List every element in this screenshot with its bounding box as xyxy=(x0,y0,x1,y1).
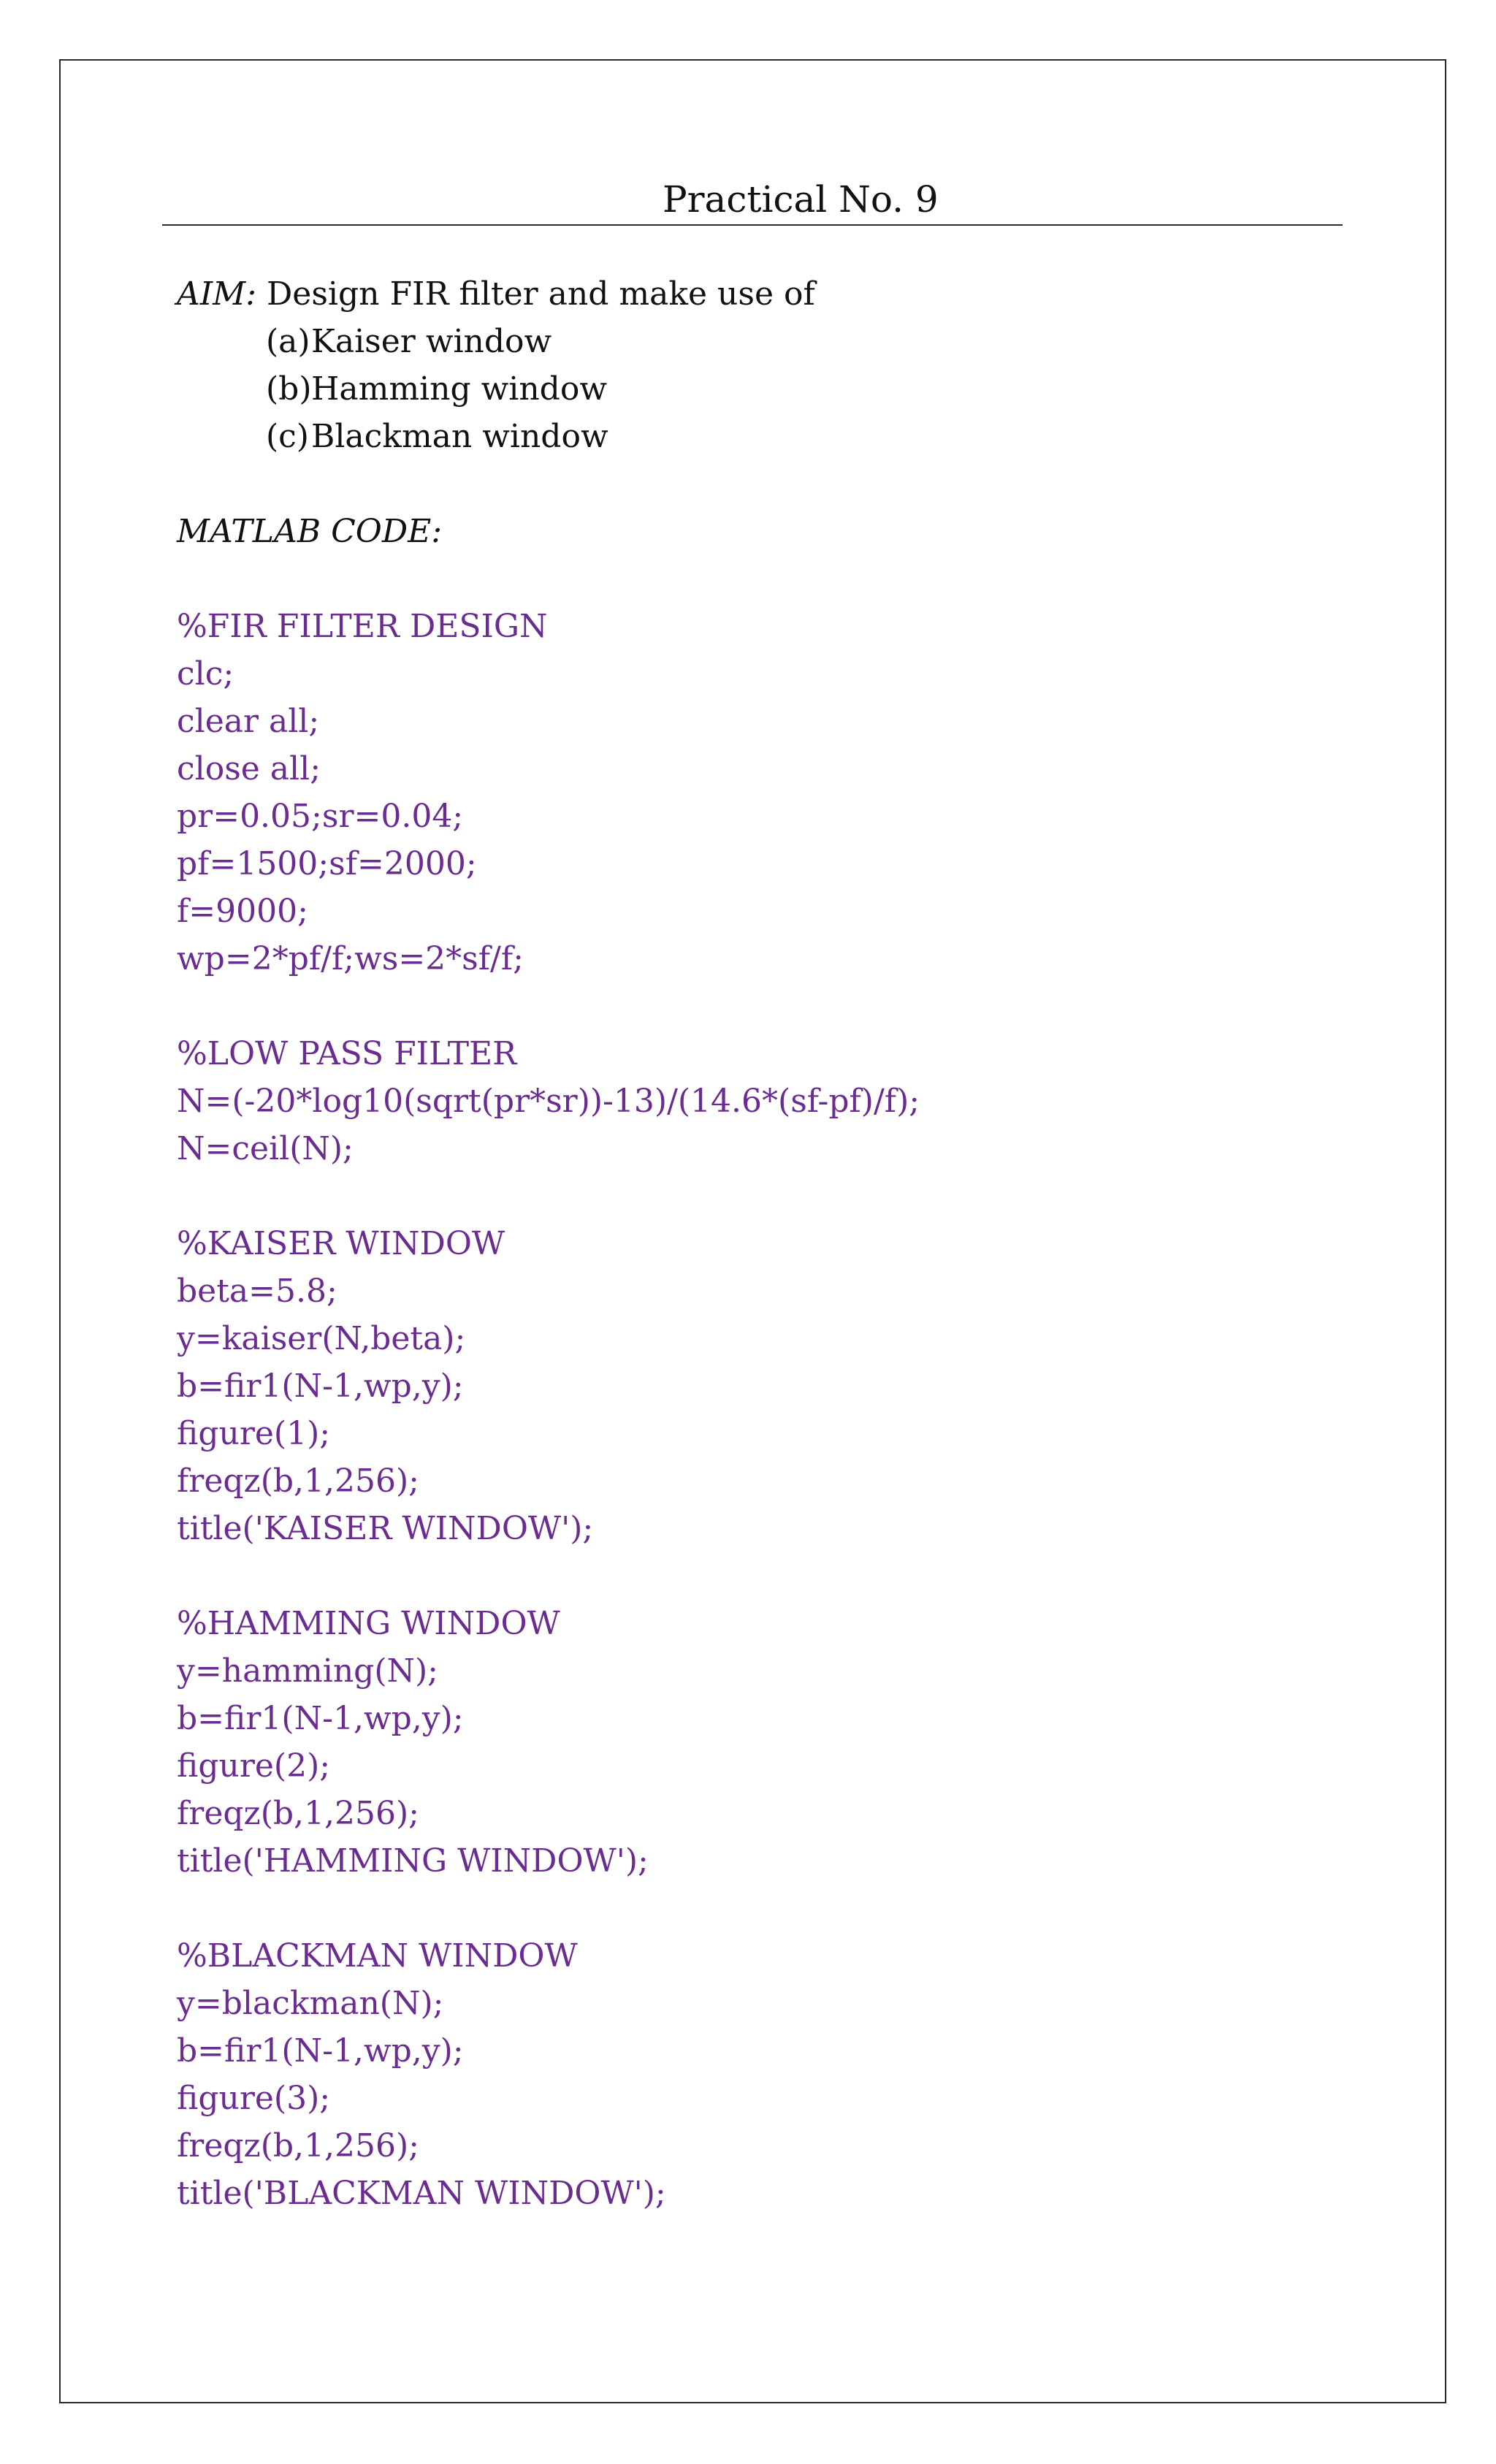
code-line: freqz(b,1,256); xyxy=(177,1462,419,1500)
aim-item-b xyxy=(177,365,1346,413)
spacer xyxy=(177,555,1346,603)
code-line: figure(1); xyxy=(177,1415,331,1452)
code-line: clc; xyxy=(177,655,234,693)
title-rule xyxy=(162,164,1343,226)
code-line: freqz(b,1,256); xyxy=(177,1795,419,1832)
code-block-blackman xyxy=(177,1932,1346,2217)
code-line: %FIR FILTER DESIGN xyxy=(177,608,548,645)
code-line: y=kaiser(N,beta); xyxy=(177,1320,466,1357)
spacer xyxy=(177,1552,1346,1600)
spacer xyxy=(177,1885,1346,1932)
code-line: title('HAMMING WINDOW'); xyxy=(177,1842,649,1880)
spacer xyxy=(177,983,1346,1030)
code-line: figure(3); xyxy=(177,2080,331,2117)
page-title: Practical No. 9 xyxy=(663,178,939,221)
code-line: freqz(b,1,256); xyxy=(177,2127,419,2164)
aim-item-text: Kaiser window xyxy=(311,323,552,360)
code-line: title('KAISER WINDOW'); xyxy=(177,1510,594,1547)
aim-item-c xyxy=(177,413,1346,460)
aim-item-marker: (b) xyxy=(266,370,312,408)
code-line: N=(-20*log10(sqrt(pr*sr))-13)/(14.6*(sf-pf)/f); xyxy=(177,1083,920,1120)
aim-text: Design FIR filter and make use of xyxy=(256,275,815,313)
code-line: figure(2); xyxy=(177,1747,331,1785)
matlab-code-label: MATLAB CODE: xyxy=(177,513,443,550)
code-line: close all; xyxy=(177,750,321,787)
code-line: y=hamming(N); xyxy=(177,1652,438,1690)
code-block-setup xyxy=(177,603,1346,983)
code-line: b=fir1(N-1,wp,y); xyxy=(177,1700,464,1737)
code-line: clear all; xyxy=(177,703,320,740)
code-line: y=blackman(N); xyxy=(177,1985,444,2022)
code-line: title('BLACKMAN WINDOW'); xyxy=(177,2175,666,2212)
document-body xyxy=(177,270,1346,2217)
code-line: N=ceil(N); xyxy=(177,1130,354,1167)
code-line: pr=0.05;sr=0.04; xyxy=(177,798,464,835)
code-line: b=fir1(N-1,wp,y); xyxy=(177,1368,464,1405)
code-block-hamming xyxy=(177,1600,1346,1885)
code-line: beta=5.8; xyxy=(177,1273,337,1310)
code-line: f=9000; xyxy=(177,893,308,930)
code-line: b=fir1(N-1,wp,y); xyxy=(177,2032,464,2070)
code-line: %BLACKMAN WINDOW xyxy=(177,1937,578,1975)
code-line: %KAISER WINDOW xyxy=(177,1225,505,1262)
aim-item-text: Blackman window xyxy=(311,418,608,455)
code-line: pf=1500;sf=2000; xyxy=(177,845,477,882)
code-block-kaiser xyxy=(177,1220,1346,1552)
aim-item-a xyxy=(177,318,1346,365)
spacer xyxy=(177,1172,1346,1220)
code-line: %LOW PASS FILTER xyxy=(177,1035,517,1072)
code-block-low-pass xyxy=(177,1030,1346,1172)
code-line: wp=2*pf/f;ws=2*sf/f; xyxy=(177,940,524,977)
aim-item-marker: (c) xyxy=(266,418,309,455)
aim-label: AIM: xyxy=(177,275,257,313)
code-line: %HAMMING WINDOW xyxy=(177,1605,560,1642)
spacer xyxy=(177,460,1346,508)
aim-item-text: Hamming window xyxy=(311,370,608,408)
aim-line xyxy=(177,270,1346,318)
aim-item-marker: (a) xyxy=(266,323,310,360)
